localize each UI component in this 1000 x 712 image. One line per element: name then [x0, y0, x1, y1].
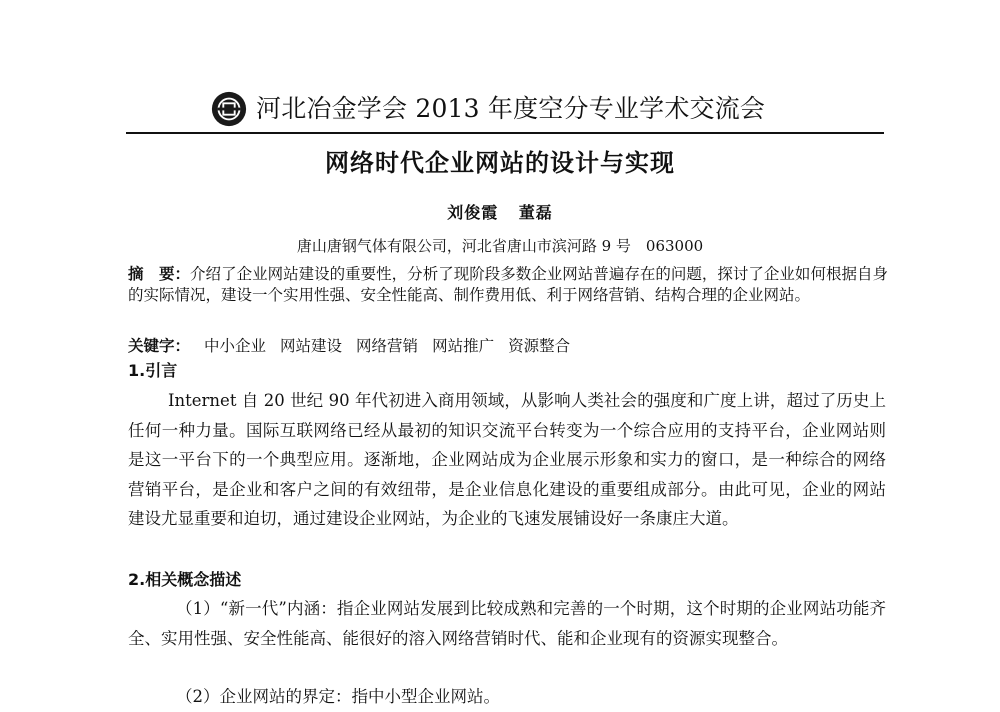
keyword: 网站建设 [280, 337, 343, 355]
conference-logo-icon [210, 90, 248, 128]
keywords-label: 关键字： [128, 337, 191, 355]
author-list [0, 202, 1000, 224]
paragraph: （2）企业网站的界定：指中小型企业网站。 [176, 687, 500, 706]
paragraph: （1）“新一代”内涵：指企业网站发展到比较成熟和完善的一个时期，这个时期的企业网站功能齐全、实用性强、安全性能高、能很好的溶入网络营销时代、能和企业现有的资源实现整合。 [128, 599, 886, 648]
affiliation: 唐山唐钢气体有限公司，河北省唐山市滨河路 9 号 063000 [296, 237, 704, 255]
keywords [128, 335, 888, 357]
conference-title: 河北冶金学会 2013 年度空分专业学术交流会 [256, 94, 766, 123]
keyword: 网站推广 [432, 337, 495, 355]
keyword: 资源整合 [508, 337, 571, 355]
paragraph: Internet 自 20 世纪 90 年代初进入商用领域，从影响人类社会的强度和广度上讲，超过了历史上任何一种力量。国际互联网络已经从最初的知识交流平台转变为一个综合应用的支持平台，企业网站则是这一平台下的一个典型应用。逐渐地，企业网站成为企业展示形象和实力的窗口，是一种综合的网络营销平台，是企业和客户之间的有效纽带，是企业信息化建设的重要组成部分。由此可见，企业的网站建设尤显重要和迫切，通过建设企业网站，为企业的飞速发展铺设好一条康庄大道。 [128, 391, 886, 528]
conference-header [126, 86, 884, 134]
author-name: 刘俊霞 [447, 203, 499, 222]
abstract-text: 介绍了企业网站建设的重要性，分析了现阶段多数企业网站普遍存在的问题，探讨了企业如何根据自身的实际情况，建设一个实用性强、安全性能高、制作费用低、利于网络营销、结构合理的企业网站。 [128, 265, 888, 304]
section-heading: 2.相关概念描述 [128, 570, 242, 589]
paper-title: 网络时代企业网站的设计与实现 [325, 149, 675, 177]
keyword: 中小企业 [204, 337, 267, 355]
keyword: 网络营销 [356, 337, 419, 355]
abstract-label: 摘 要： [128, 265, 191, 283]
section-heading: 1.引言 [128, 361, 178, 380]
author-name: 董磊 [518, 203, 553, 222]
abstract [128, 264, 888, 306]
